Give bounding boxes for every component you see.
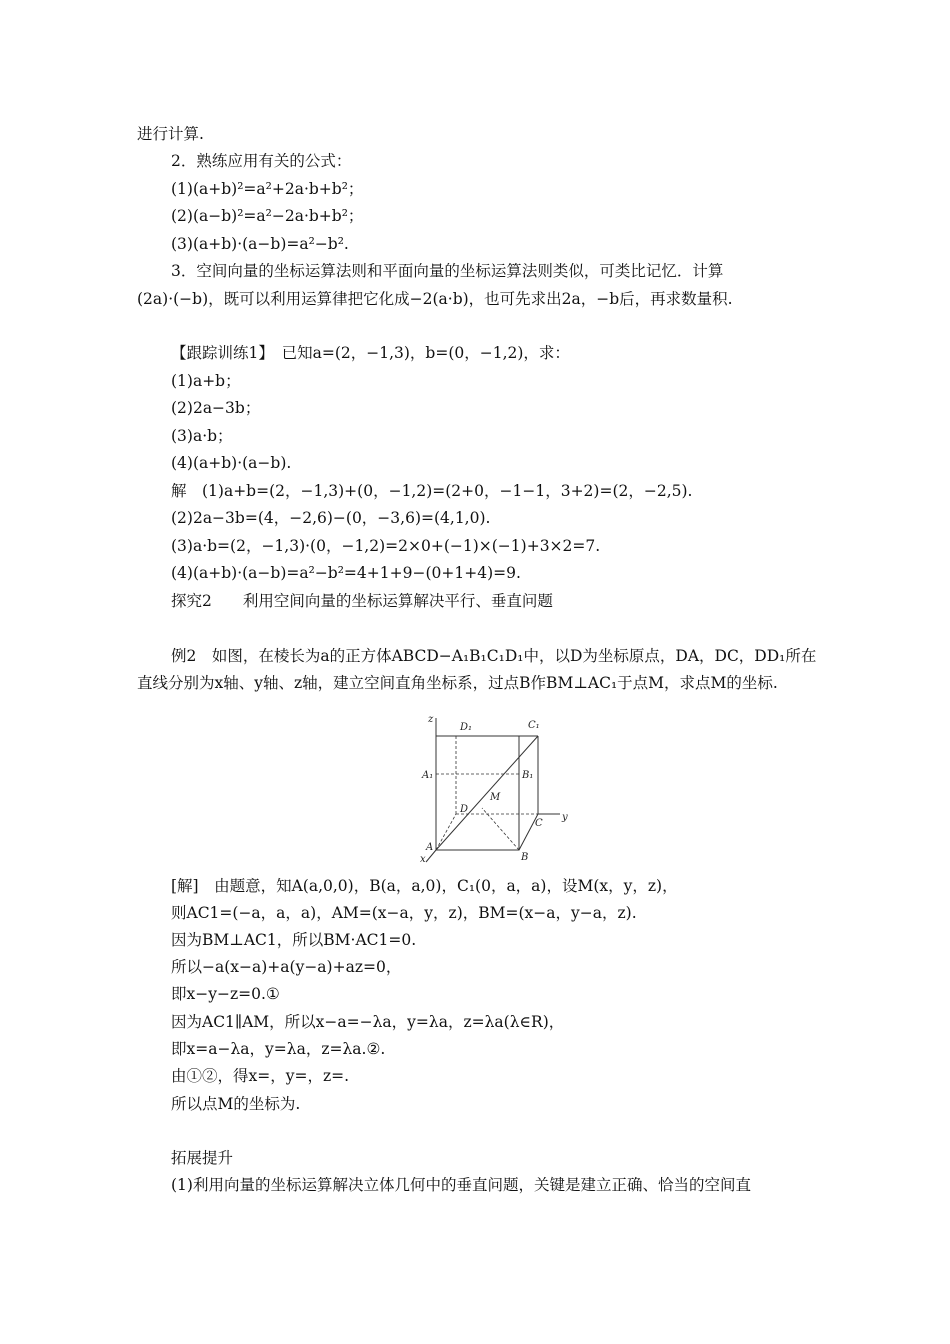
label-x: x [420,854,426,864]
solution-line: (2)2a−3b=(4，−2,6)−(0，−3,6)=(4,1,0). [171,509,491,527]
solution-line: 即x−y−z=0.① [171,985,280,1003]
text-line: (2)2a−3b； [171,399,261,417]
text-line: (1)利用向量的坐标运算解决立体几何中的垂直问题，关键是建立正确、恰当的空间直 [171,1176,751,1194]
solution-line: [解] 由题意，知A(a,0,0)，B(a，a,0)，C₁(0，a，a)，设M(x，y，z)， [171,877,678,895]
label-c1: C₁ [528,720,540,731]
text-line: 3．空间向量的坐标运算法则和平面向量的坐标运算法则类似，可类比记忆．计算 [171,262,724,280]
solution-line: 由①②，得x=，y=，z=. [171,1067,350,1085]
label-z: z [428,714,434,725]
text-line: 2．熟练应用有关的公式： [171,152,352,170]
formula-line: (2)(a−b)²=a²−2a·b+b²； [171,207,364,225]
text-line: (1)a+b； [171,372,241,390]
section-heading: 探究2 利用空间向量的坐标运算解决平行、垂直问题 [171,592,553,610]
solution-line: (3)a·b=(2，−1,3)·(0，−1,2)=2×0+(−1)×(−1)+3×2=7. [171,537,601,555]
example-text: 例2 如图，在棱长为a的正方体ABCD−A₁B₁C₁D₁中，以D为坐标原点，DA，DC，DD₁所在 [171,647,817,665]
solution-line: 解 (1)a+b=(2，−1,3)+(0，−1,2)=(2+0，−1−1，3+2)=(2，−2,5). [171,482,693,500]
text-line: (4)(a+b)·(a−b). [171,454,292,472]
cube-diagram [418,712,578,864]
text-line: 进行计算. [137,125,204,143]
example-text: 直线分别为x轴、y轴、z轴，建立空间直角坐标系，过点B作BM⊥AC₁于点M，求点M的坐标. [137,674,778,692]
section-heading: 拓展提升 [171,1149,234,1167]
label-b1: B₁ [522,770,534,781]
text-line: (3)a·b； [171,427,233,445]
label-d1: D₁ [460,722,473,733]
label-c: C [535,818,543,829]
label-y: y [562,812,568,823]
text-line: (2a)·(−b)，既可以利用运算律把它化成−2(a·b)，也可先求出2a，−b后，再求数量积. [137,290,733,308]
front-face [436,736,519,850]
solution-line: 因为BM⊥AC1，所以BM·AC1=0. [171,931,417,949]
solution-line: 所以−a(x−a)+a(y−a)+az=0， [171,958,402,976]
solution-line: 则AC1=(−a，a，a)，AM=(x−a，y，z)，BM=(x−a，y−a，z). [171,904,637,922]
hidden-edge-da [436,814,456,850]
label-m: M [490,792,501,803]
label-d: D [460,804,469,815]
diagonal-ac1 [436,736,538,850]
solution-line: 所以点M的坐标为. [171,1095,301,1113]
label-a1: A₁ [422,770,434,781]
label-a: A [426,842,434,853]
formula-line: (1)(a+b)²=a²+2a·b+b²； [171,180,364,198]
exercise-heading: 【跟踪训练1】 已知a=(2，−1,3)，b=(0，−1,2)，求： [171,344,570,362]
solution-line: 即x=a−λa，y=λa，z=λa.②. [171,1040,386,1058]
solution-line: (4)(a+b)·(a−b)=a²−b²=4+1+9−(0+1+4)=9. [171,564,521,582]
label-b: B [521,852,529,863]
solution-line: 因为AC1∥AM，所以x−a=−λa，y=λa，z=λa(λ∈R)， [171,1013,565,1031]
formula-line: (3)(a+b)·(a−b)=a²−b². [171,235,349,253]
